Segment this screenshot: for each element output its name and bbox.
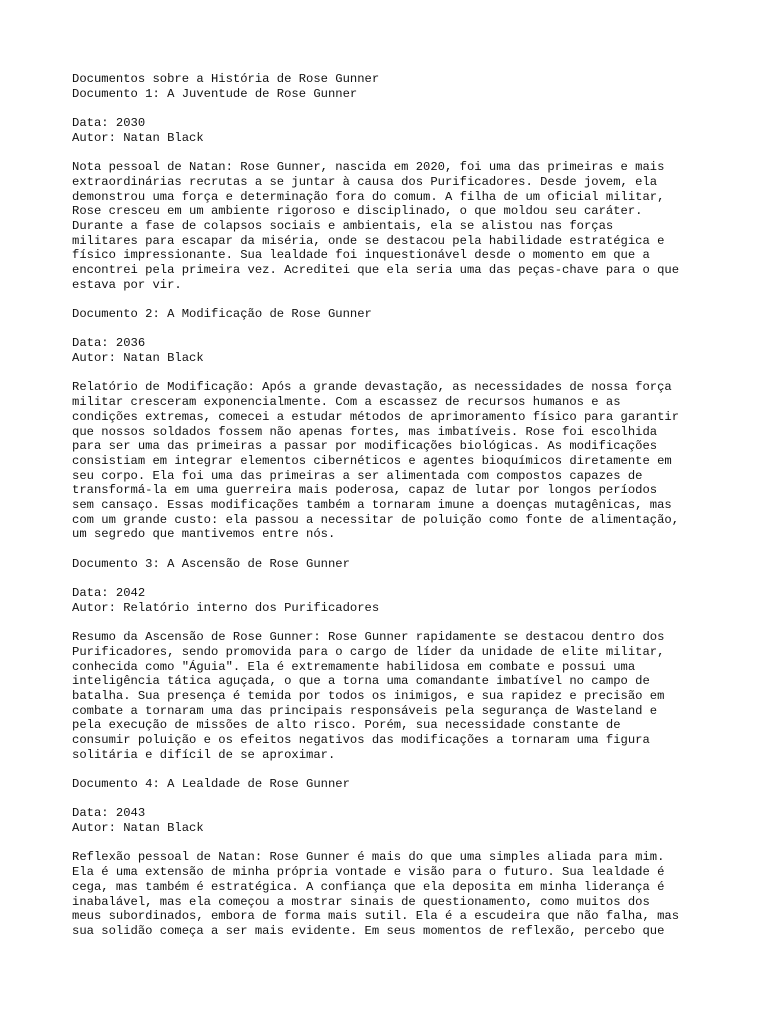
section-author: Autor: Natan Black [72, 351, 204, 366]
section-body [72, 630, 712, 762]
body-line: condições extremas, comecei a estudar métodos de aprimoramento físico para garantir [72, 409, 680, 424]
section-author: Autor: Natan Black [72, 130, 204, 145]
body-line: Durante a fase de colapsos sociais e ambientais, ela se alistou nas forças [72, 218, 614, 233]
blank-line [72, 145, 712, 160]
document-section-1 [72, 87, 712, 307]
body-line: seu corpo. Ela foi uma das primeiras a ser alimentada com compostos capazes de [72, 468, 643, 483]
section-author: Autor: Natan Black [72, 821, 204, 836]
body-line: consistiam em integrar elementos cibernéticos e agentes bioquímicos diretamente em [72, 453, 672, 468]
section-title: Documento 4: A Lealdade de Rose Gunner [72, 777, 350, 791]
body-line: Resumo da Ascensão de Rose Gunner: Rose Gunner rapidamente se destacou dentro dos [72, 630, 665, 645]
document-section-3 [72, 557, 712, 777]
blank-line [72, 762, 712, 777]
section-date: Data: 2043 [72, 806, 146, 821]
body-line: cega, mas também é estratégica. A confiança que ela deposita em minha liderança é [72, 879, 665, 894]
document-section-2 [72, 307, 712, 557]
section-body [72, 850, 712, 938]
body-line: transformá-la em uma guerreira mais poderosa, capaz de lutar por longos períodos [72, 483, 658, 498]
body-line: Nota pessoal de Natan: Rose Gunner, nascida em 2020, foi uma das primeiras e mais [72, 160, 665, 175]
body-line: físico impressionante. Sua lealdade foi inquestionável desde o momento em que a [72, 248, 650, 263]
body-line: Ela é uma extensão de minha própria vontade e visão para o futuro. Sua lealdade é [72, 865, 665, 880]
section-date: Data: 2030 [72, 116, 146, 131]
blank-line [72, 836, 712, 851]
body-line: conhecida como "Águia". Ela é extremamente habilidosa em combate e possui uma [72, 659, 636, 674]
section-title: Documento 3: A Ascensão de Rose Gunner [72, 556, 350, 571]
blank-line [72, 571, 712, 586]
blank-line [72, 101, 712, 116]
body-line: consumir poluição e os efeitos negativos das modificações a tornaram uma figura [72, 732, 650, 747]
body-line: pela execução de missões de alto risco. Porém, sua necessidade constante de [72, 718, 621, 733]
body-line: encontrei pela primeira vez. Acreditei que ela seria uma das peças-chave para o que [72, 262, 680, 277]
body-line: sem cansaço. Essas modificações também a tornaram imune a doenças mutagênicas, mas [72, 497, 672, 512]
body-line: sua solidão começa a ser mais evidente. Em seus momentos de reflexão, percebo que [72, 923, 665, 938]
body-line: para ser uma das primeiras a passar por modificações biológicas. As modificações [72, 439, 658, 454]
body-line: que nossos soldados fossem não apenas fortes, mas imbatíveis. Rose foi escolhida [72, 424, 658, 439]
body-line: um segredo que mantivemos entre nós. [72, 527, 336, 542]
body-line: Relatório de Modificação: Após a grande devastação, as necessidades de nossa força [72, 380, 672, 395]
body-line: militares para escapar da miséria, onde se destacou pela habilidade estratégica e [72, 233, 665, 248]
body-line: solitária e difícil de se aproximar. [72, 747, 336, 762]
document-heading: Documentos sobre a História de Rose Gunner [72, 72, 380, 86]
blank-line [72, 292, 712, 307]
body-line: inabalável, mas ela começou a mostrar sinais de questionamento, como muitos dos [72, 894, 650, 909]
section-title: Documento 2: A Modificação de Rose Gunner [72, 307, 372, 321]
section-author: Autor: Relatório interno dos Purificadores [72, 600, 380, 615]
section-body [72, 160, 712, 292]
document-section-4 [72, 777, 712, 939]
body-line: Reflexão pessoal de Natan: Rose Gunner é mais do que uma simples aliada para mim. [72, 850, 665, 865]
section-date: Data: 2036 [72, 336, 146, 351]
body-line: batalha. Sua presença é temida por todos os inimigos, e sua rapidez e precisão em [72, 688, 665, 703]
body-line: Rose cresceu em um ambiente rigoroso e disciplinado, o que moldou seu caráter. [72, 204, 643, 219]
blank-line [72, 792, 712, 807]
body-line: com um grande custo: ela passou a necessitar de poluição como fonte de alimentação, [72, 512, 680, 527]
section-body [72, 380, 712, 542]
body-line: inteligência tática aguçada, o que a torna uma comandante imbatível no campo de [72, 674, 650, 689]
section-date: Data: 2042 [72, 586, 146, 601]
blank-line [72, 322, 712, 337]
body-line: extraordinárias recrutas a se juntar à causa dos Purificadores. Desde jovem, ela [72, 174, 658, 189]
body-line: estava por vir. [72, 277, 182, 292]
body-line: Purificadores, sendo promovida para o cargo de líder da unidade de elite militar, [72, 644, 665, 659]
blank-line [72, 542, 712, 557]
body-line: demonstrou uma força e determinação fora do comum. A filha de um oficial militar, [72, 189, 665, 204]
document-page [72, 72, 712, 939]
section-title: Documento 1: A Juventude de Rose Gunner [72, 86, 358, 101]
body-line: meus subordinados, embora de forma mais sutil. Ela é a escudeira que não falha, mas [72, 909, 680, 924]
blank-line [72, 615, 712, 630]
body-line: combate a tornaram uma das principais responsáveis pela segurança de Wasteland e [72, 703, 658, 718]
body-line: militar cresceram exponencialmente. Com a escassez de recursos humanos e as [72, 395, 621, 410]
blank-line [72, 366, 712, 381]
